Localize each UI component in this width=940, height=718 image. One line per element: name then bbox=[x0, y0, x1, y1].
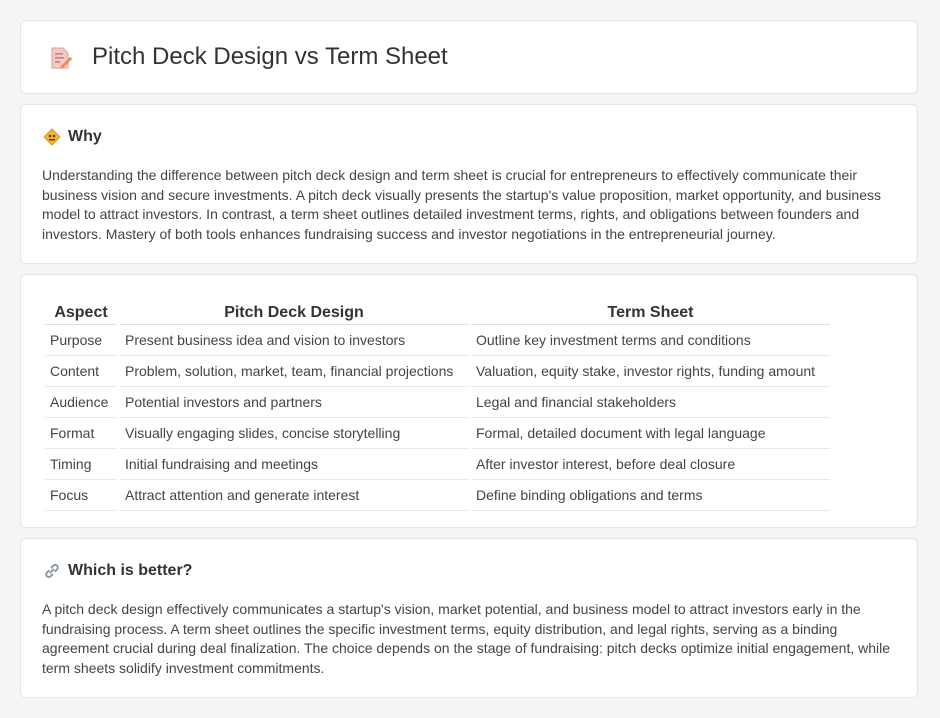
table-row bbox=[45, 325, 830, 356]
aspect-cell: Audience bbox=[45, 387, 117, 418]
better-heading-row bbox=[43, 561, 192, 581]
table-row bbox=[45, 480, 830, 511]
comparison-table bbox=[42, 296, 833, 511]
better-text: A pitch deck design effectively communicates a startup's vision, market potential, and business model to attract investors early in the fundraising process. A term sheet outlines the specific investment terms, equity distribution, and legal rights, serving as a binding agreement crucial during deal finalization. The choice depends on the stage of fundraising: pitch decks optimize initial engagement, while term sheets solidify investment commitments. bbox=[42, 601, 891, 676]
pitch-deck-cell: Problem, solution, market, team, financial projections bbox=[120, 356, 468, 387]
why-text: Understanding the difference between pitch deck design and term sheet is crucial for entrepreneurs to effectively communicate their business vision and secure investments. A pitch deck visually presents the startup's value proposition, market opportunity, and business model to attract investors. In contrast, a term sheet outlines detailed investment terms, rights, and obligations between founders and investors. Mastery of both tools enhances fundraising success and investor negotiations in the entrepreneurial journey. bbox=[42, 167, 881, 242]
comparison-card bbox=[20, 274, 918, 528]
term-sheet-cell: Outline key investment terms and conditions bbox=[471, 325, 830, 356]
aspect-cell: Purpose bbox=[45, 325, 117, 356]
table-row bbox=[45, 356, 830, 387]
why-heading: Why bbox=[68, 128, 102, 145]
term-sheet-cell: Legal and financial stakeholders bbox=[471, 387, 830, 418]
term-sheet-cell: Formal, detailed document with legal language bbox=[471, 418, 830, 449]
link-icon bbox=[43, 562, 61, 580]
aspect-cell: Focus bbox=[45, 480, 117, 511]
column-header-pitch-deck: Pitch Deck Design bbox=[120, 296, 468, 325]
pitch-deck-cell: Present business idea and vision to investors bbox=[120, 325, 468, 356]
aspect-cell: Format bbox=[45, 418, 117, 449]
page-title: Pitch Deck Design vs Term Sheet bbox=[92, 43, 448, 70]
pitch-deck-cell: Attract attention and generate interest bbox=[120, 480, 468, 511]
table-row bbox=[45, 418, 830, 449]
document-edit-icon bbox=[48, 46, 72, 70]
why-heading-row bbox=[43, 127, 102, 147]
column-header-term-sheet: Term Sheet bbox=[471, 296, 830, 325]
why-section bbox=[20, 104, 918, 264]
better-heading: Which is better? bbox=[68, 562, 193, 579]
pitch-deck-cell: Visually engaging slides, concise storytelling bbox=[120, 418, 468, 449]
table-row bbox=[45, 449, 830, 480]
term-sheet-cell: Valuation, equity stake, investor rights, funding amount bbox=[471, 356, 830, 387]
term-sheet-cell: Define binding obligations and terms bbox=[471, 480, 830, 511]
aspect-cell: Content bbox=[45, 356, 117, 387]
term-sheet-cell: After investor interest, before deal closure bbox=[471, 449, 830, 480]
pitch-deck-cell: Potential investors and partners bbox=[120, 387, 468, 418]
column-header-aspect: Aspect bbox=[45, 296, 117, 325]
table-row bbox=[45, 387, 830, 418]
which-is-better-section bbox=[20, 538, 918, 698]
aspect-cell: Timing bbox=[45, 449, 117, 480]
pitch-deck-cell: Initial fundraising and meetings bbox=[120, 449, 468, 480]
caution-diamond-icon bbox=[43, 128, 61, 146]
header-card bbox=[20, 20, 918, 94]
table-header-row bbox=[45, 296, 830, 325]
